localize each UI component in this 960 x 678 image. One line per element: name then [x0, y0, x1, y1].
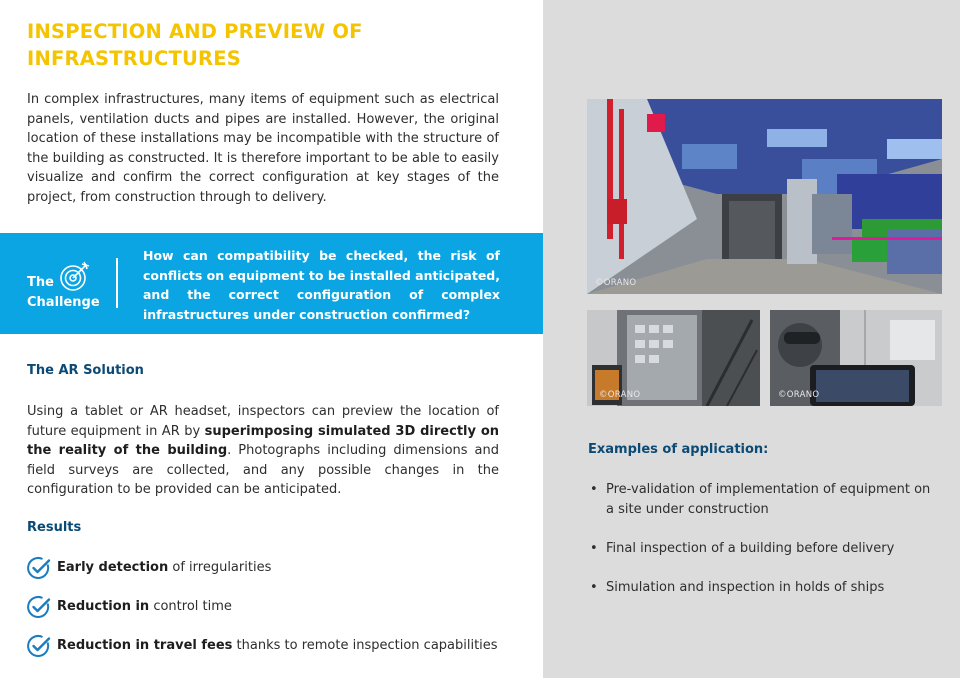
check-circle-icon [27, 556, 51, 580]
example-item [590, 578, 935, 598]
ar-corridor-photo [587, 99, 942, 294]
result-rest: of irregularities [168, 560, 272, 575]
bullet: • [590, 580, 598, 595]
example-item [590, 480, 935, 519]
result-rest: thanks to remote inspection capabilities [232, 638, 498, 653]
photo-credit: ©ORANO [599, 390, 641, 400]
solution-heading: The AR Solution [27, 363, 144, 378]
intro-paragraph: In complex infrastructures, many items of equipment such as electrical panels, ventilation ducts and pipes are installed. However, the original location of these installations may be incompatible with the structure of the building as constructed. It is therefore important to be able to easily visualize and confirm the correct configuration at key stages of the project, from construction through to delivery. [27, 92, 499, 205]
solution-text-bold: superimposing simulated 3D directly on the reality of the building [27, 423, 500, 459]
result-text [57, 560, 271, 575]
result-text [57, 638, 498, 653]
result-item [27, 556, 527, 582]
photo-credit: ©ORANO [778, 390, 820, 400]
example-item [590, 539, 935, 559]
solution-paragraph [27, 402, 499, 500]
challenge-label-line1: The [27, 275, 54, 290]
bullet: • [590, 482, 598, 497]
bullet: • [590, 541, 598, 556]
example-text: Simulation and inspection in holds of ships [606, 580, 885, 595]
examples-heading: Examples of application: [588, 442, 769, 457]
result-rest: control time [149, 599, 232, 614]
result-bold: Reduction in [57, 599, 150, 614]
result-item [27, 634, 527, 660]
photo-credit: ©ORANO [595, 278, 637, 288]
page-title: INSPECTION AND PREVIEW OF INFRASTRUCTURES [27, 20, 363, 70]
site-photo-left [587, 310, 760, 406]
solution-text-2: . Photographs including dimensions and field surveys are collected, and any possible changes in the configuration to be provided can be anticipated. [27, 443, 499, 498]
challenge-divider [116, 258, 118, 308]
challenge-question: How can compatibility be checked, the risk of conflicts on equipment to be installed anticipated, and the correct configuration of complex infrastructures under construction confirmed? [143, 248, 500, 322]
challenge-band [0, 233, 543, 334]
example-text: Final inspection of a building before delivery [606, 541, 895, 556]
result-bold: Early detection [57, 560, 169, 575]
result-item [27, 595, 527, 621]
result-bold: Reduction in travel fees [57, 638, 233, 653]
challenge-label-line2: Challenge [27, 295, 100, 310]
solution-text-1: Using a tablet or AR headset, inspectors can preview the location of future equipment in AR by [27, 404, 499, 439]
check-circle-icon [27, 634, 51, 658]
corridor-illustration [587, 99, 942, 294]
check-circle-icon [27, 595, 51, 619]
results-heading: Results [27, 520, 82, 535]
result-text [57, 599, 232, 614]
target-icon [58, 260, 92, 294]
headset-photo-right [770, 310, 942, 406]
example-text: Pre-validation of implementation of equipment on a site under construction [606, 482, 931, 517]
